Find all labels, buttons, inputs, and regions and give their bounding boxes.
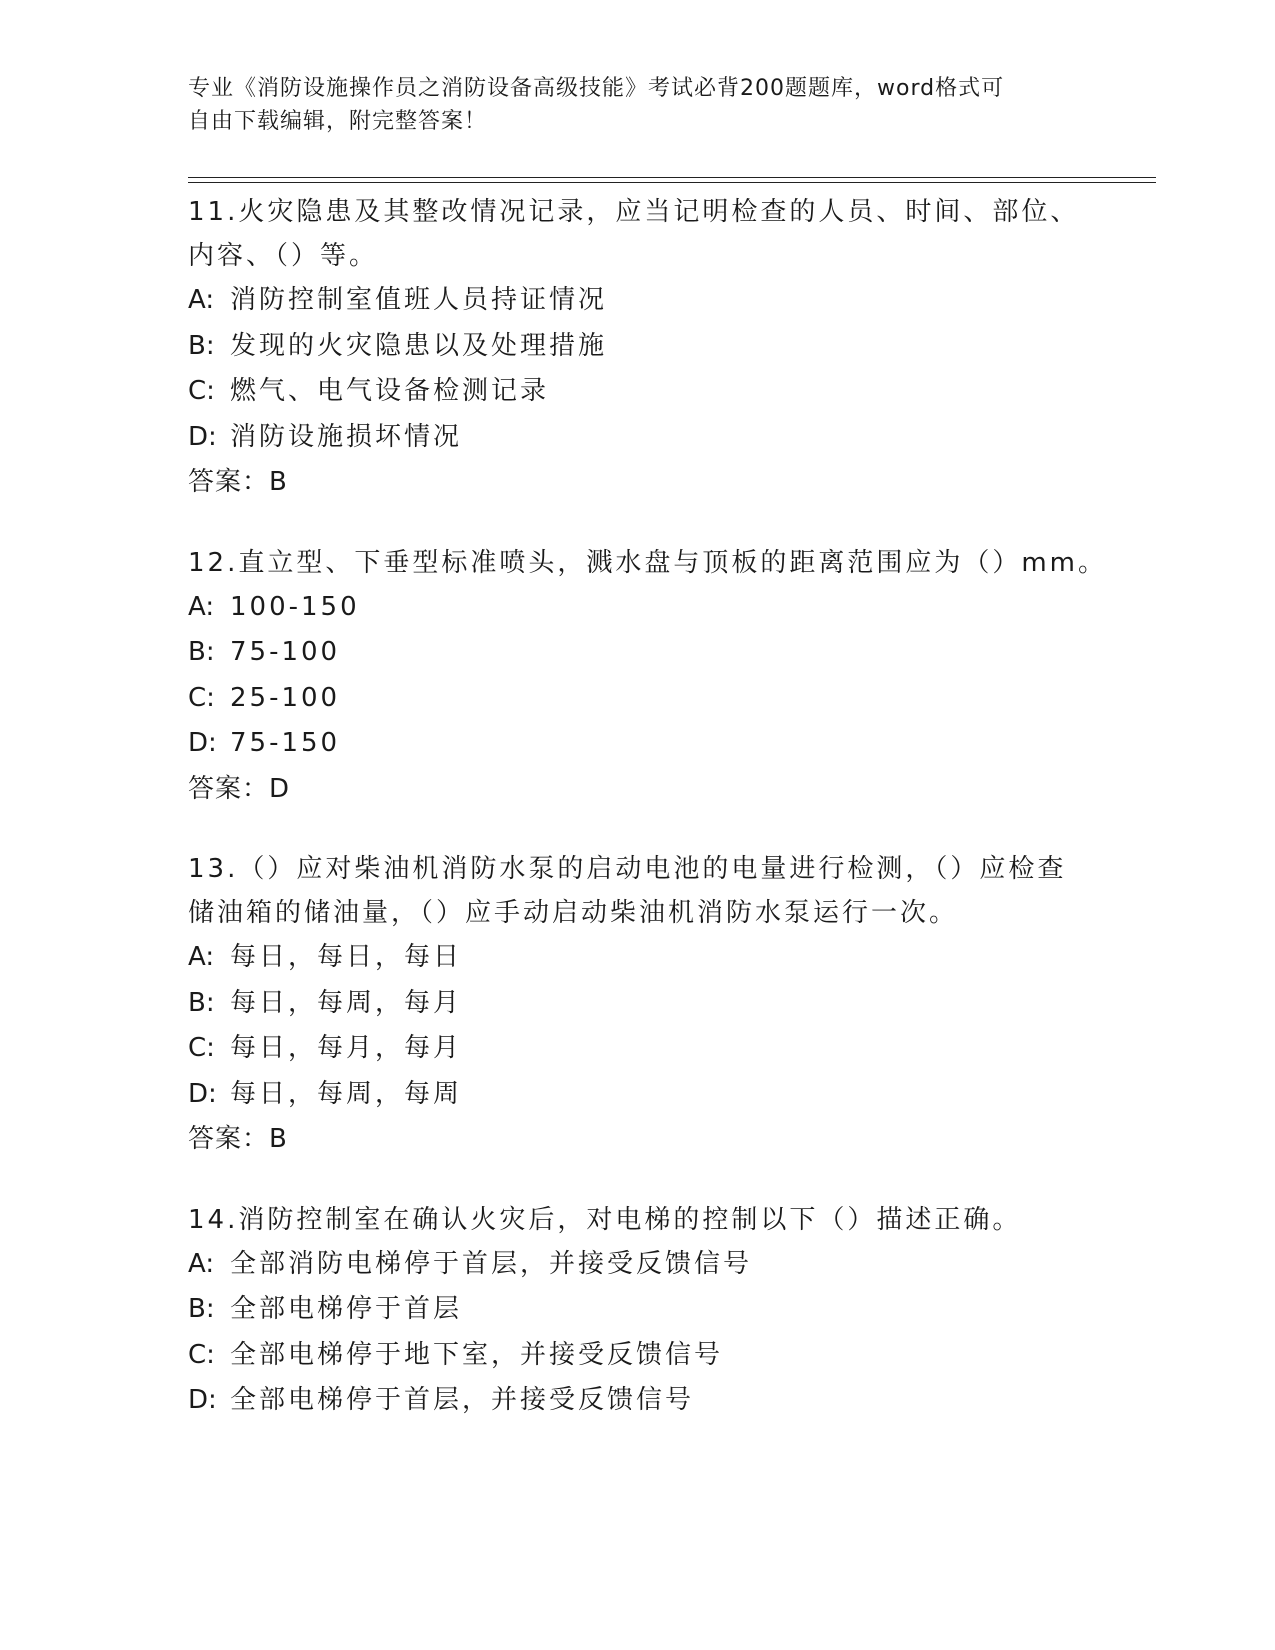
option-a (188, 1242, 1148, 1288)
option-text: 每日，每日，每日 (230, 942, 463, 972)
question-stem-line-1: 14.消防控制室在确认火灾后，对电梯的控制以下（）描述正确。 (188, 1204, 1022, 1235)
option-text: 25-100 (230, 682, 341, 713)
option-key: C: (188, 1339, 215, 1370)
option-b (188, 981, 1148, 1027)
option-b (188, 1287, 1148, 1333)
answer-line: 答案：D (188, 773, 291, 804)
answer-line: 答案：B (188, 467, 288, 497)
question-stem-line-2: 储油箱的储油量，（）应手动启动柴油机消防水泵运行一次。 (188, 898, 959, 928)
option-text: 消防控制室值班人员持证情况 (230, 285, 608, 315)
option-text: 消防设施损坏情况 (230, 421, 463, 452)
option-key: B: (188, 330, 215, 361)
option-key: D: (188, 421, 217, 452)
header-divider-bottom (188, 182, 1156, 183)
option-key: A: (188, 591, 215, 622)
option-key: B: (188, 987, 215, 1018)
option-text: 每日，每月，每月 (230, 1033, 463, 1063)
option-text: 每日，每周，每周 (230, 1078, 463, 1109)
option-c (188, 1026, 1148, 1072)
option-a (188, 278, 1148, 324)
header-divider-top (188, 177, 1156, 178)
option-c (188, 1333, 1148, 1379)
option-text: 全部电梯停于首层 (230, 1294, 463, 1324)
answer-line: 答案：B (188, 1124, 288, 1154)
question-stem-line-1: 12.直立型、下垂型标准喷头，溅水盘与顶板的距离范围应为（）mm。 (188, 547, 1108, 578)
option-key: A: (188, 285, 215, 315)
option-c (188, 676, 1148, 722)
question-list (188, 190, 1148, 1459)
option-b (188, 630, 1148, 676)
question-stem (188, 190, 1148, 278)
question-stem-line-1: 11.火灾隐患及其整改情况记录，应当记明检查的人员、时间、部位、 (188, 197, 1080, 227)
option-text: 全部电梯停于地下室，并接受反馈信号 (230, 1339, 724, 1370)
option-key: A: (188, 942, 215, 972)
option-key: A: (188, 1248, 215, 1279)
question-stem (188, 1198, 1148, 1242)
option-d (188, 1378, 1148, 1424)
option-text: 发现的火灾隐患以及处理措施 (230, 330, 608, 361)
question-stem (188, 541, 1148, 585)
option-text: 燃气、电气设备检测记录 (230, 376, 550, 406)
option-text: 全部消防电梯停于首层，并接受反馈信号 (230, 1248, 753, 1279)
question-12 (188, 541, 1148, 813)
option-key: C: (188, 376, 215, 406)
option-a (188, 585, 1148, 631)
option-key: D: (188, 1385, 217, 1415)
option-key: B: (188, 1294, 215, 1324)
option-text: 全部电梯停于首层，并接受反馈信号 (230, 1385, 695, 1415)
question-stem-line-1: 13.（）应对柴油机消防水泵的启动电池的电量进行检测，（）应检查 (188, 854, 1067, 884)
option-a (188, 935, 1148, 981)
option-text: 75-150 (230, 728, 341, 758)
header-title-line-1: 专业《消防设施操作员之消防设备高级技能》考试必背200题题库，word格式可 (188, 76, 1005, 101)
option-d (188, 415, 1148, 461)
document-header (188, 72, 1078, 138)
option-key: C: (188, 682, 215, 713)
option-key: D: (188, 1078, 217, 1109)
question-stem-line-2: 内容、（）等。 (188, 241, 379, 271)
question-13 (188, 847, 1148, 1163)
question-14 (188, 1198, 1148, 1424)
option-text: 75-100 (230, 637, 341, 667)
option-text: 100-150 (230, 591, 360, 622)
header-title-line-2: 自由下载编辑，附完整答案！ (188, 109, 488, 134)
option-b (188, 324, 1148, 370)
option-d (188, 1072, 1148, 1118)
question-11 (188, 190, 1148, 506)
option-key: C: (188, 1033, 215, 1063)
question-stem (188, 847, 1148, 935)
option-d (188, 721, 1148, 767)
option-key: B: (188, 637, 215, 667)
option-c (188, 369, 1148, 415)
option-key: D: (188, 728, 217, 758)
option-text: 每日，每周，每月 (230, 987, 463, 1018)
